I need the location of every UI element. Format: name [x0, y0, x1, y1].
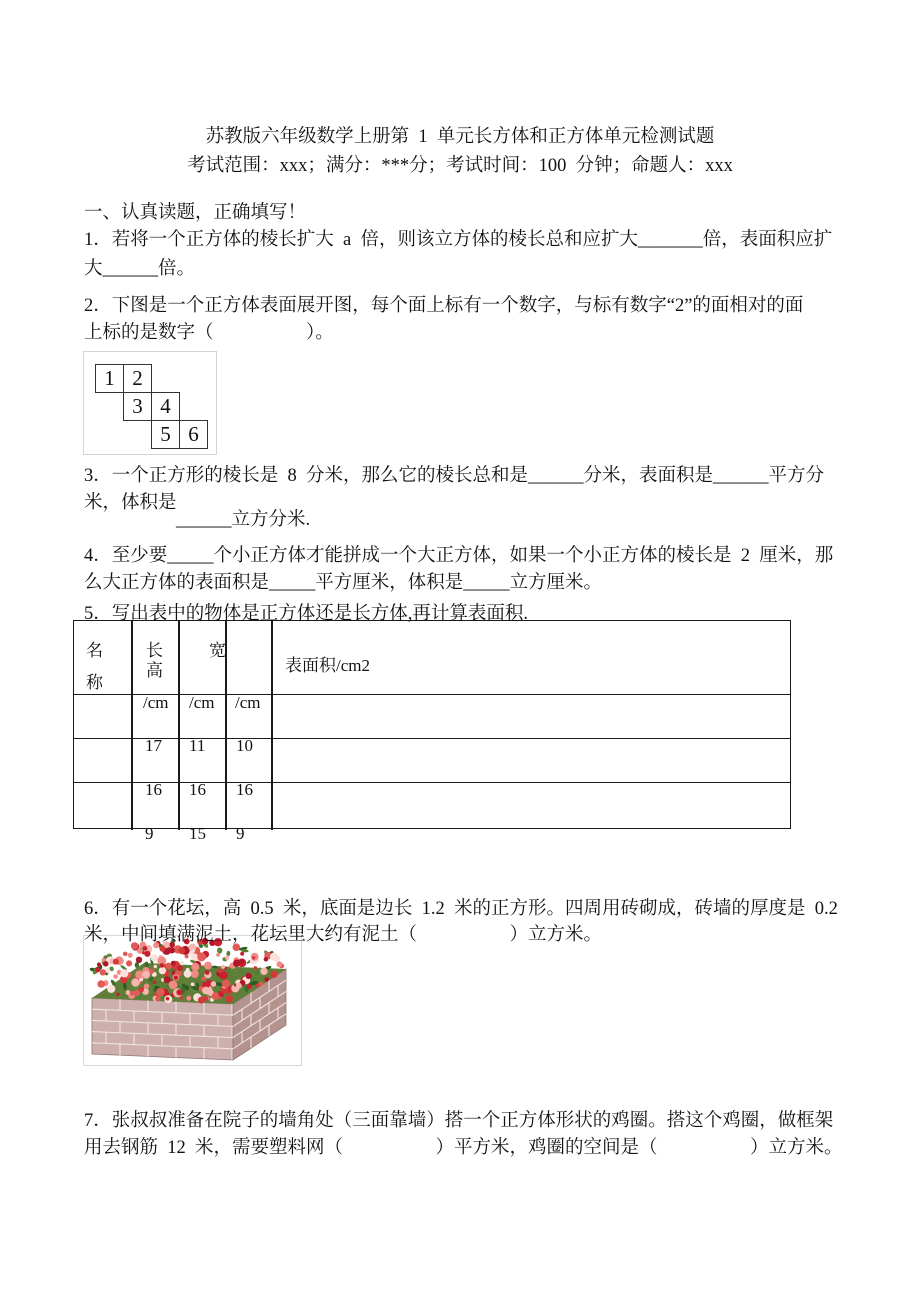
- table-cell-width: 11: [189, 736, 206, 755]
- flower-blossom: [177, 965, 183, 971]
- flower-blossom: [264, 977, 269, 982]
- flower-blossom: [236, 983, 242, 989]
- flower-blossom: [156, 988, 164, 996]
- flower-blossom: [211, 981, 217, 987]
- flower-blossom: [205, 970, 210, 975]
- flower-blossom: [247, 984, 252, 989]
- flower-blossom: [95, 967, 100, 972]
- flower-blossom: [159, 946, 165, 952]
- table-cell-length: 17: [145, 736, 162, 755]
- cube-net-figure: [83, 351, 217, 455]
- flower-blossom: [270, 953, 278, 961]
- flower-blossom: [216, 953, 220, 957]
- table-row-divider: [74, 782, 790, 783]
- flower-blossom: [260, 968, 267, 975]
- question-6-line-2: 米，中间填满泥土，花坛里大约有泥土（ ）立方米。: [84, 925, 603, 945]
- flower-blossom: [204, 962, 212, 970]
- flower-blossom: [113, 959, 119, 965]
- question-6-line-1: 6．有一个花坛，高 0.5 米，底面是边长 1.2 米的正方形。四周用砖砌成，砖墙的厚度是 0.2: [84, 899, 838, 919]
- flower-bed-illustration: [84, 936, 301, 1065]
- table-unit: /cm: [143, 693, 169, 712]
- table-cell-height: 9: [236, 824, 245, 843]
- table-header-length: 长: [146, 641, 163, 660]
- flower-blossom: [191, 963, 199, 971]
- question-2-line-2: 上标的是数字（ ）。: [84, 323, 334, 343]
- flower-blossom: [212, 992, 220, 1000]
- flower-blossom: [240, 952, 244, 956]
- exam-info: 考试范围：xxx；满分：***分；考试时间：100 分钟；命题人：xxx: [187, 156, 733, 176]
- question-3-line-2: 米，体积是: [84, 493, 177, 513]
- flower-blossom: [137, 948, 143, 954]
- flower-blossom: [225, 955, 230, 960]
- flower-blossom: [143, 946, 148, 951]
- table-cell-width: 16: [189, 780, 206, 799]
- table-header-width: 宽: [209, 641, 226, 660]
- flower-blossom: [97, 962, 101, 966]
- table-cell-height: 10: [236, 736, 253, 755]
- flower-blossom: [176, 989, 182, 995]
- flower-blossom: [256, 983, 260, 987]
- flower-blossom: [277, 961, 283, 967]
- table-header-name: 名: [86, 641, 103, 660]
- cube-net-face: 3: [123, 392, 152, 421]
- flower-blossom: [246, 973, 252, 979]
- flower-blossom: [107, 985, 115, 993]
- flower-blossom: [159, 967, 166, 974]
- flower-blossom: [134, 990, 140, 996]
- question-4-line-2: 么大正方体的表面积是_____平方厘米，体积是_____立方厘米。: [84, 573, 603, 593]
- section-heading: 一、认真读题，正确填写！: [84, 203, 307, 223]
- question-3-line-3: ______立方分米.: [176, 510, 311, 530]
- flower-blossom: [169, 947, 175, 953]
- flower-blossom: [178, 947, 185, 954]
- flower-blossom: [144, 951, 150, 957]
- flower-blossom: [171, 961, 176, 966]
- flower-bed-front-wall: [92, 998, 233, 1060]
- flower-blossom: [254, 966, 258, 970]
- question-1-line-2: 大______倍。: [84, 259, 196, 279]
- flower-blossom: [128, 953, 133, 958]
- flower-blossom: [221, 965, 225, 969]
- table-unit: /cm: [189, 693, 215, 712]
- flower-blossom: [233, 960, 240, 967]
- flower-blossom: [270, 971, 277, 978]
- exam-title: 苏教版六年级数学上册第 1 单元长方体和正方体单元检测试题: [205, 127, 715, 147]
- table-cell-height: 16: [236, 780, 253, 799]
- table-column-divider: [131, 620, 133, 830]
- flower-blossom: [222, 980, 230, 988]
- table-cell-length: 9: [145, 824, 154, 843]
- flower-blossom: [123, 952, 128, 957]
- flower-blossom: [197, 953, 206, 962]
- table-unit: /cm: [235, 693, 261, 712]
- flower-blossom: [185, 954, 189, 958]
- question-1-line-1: 1．若将一个正方体的棱长扩大 a 倍，则该立方体的棱长总和应扩大_______倍，表面积应扩: [84, 230, 833, 250]
- flower-blossom: [120, 969, 128, 977]
- flower-blossom: [116, 993, 119, 996]
- question-7-line-1: 7．张叔叔准备在院子的墙角处（三面靠墙）搭一个正方体形状的鸡圈。搭这个鸡圈，做框架: [84, 1111, 834, 1131]
- table-cell-length: 16: [145, 780, 162, 799]
- flower-blossom: [113, 974, 118, 979]
- flower-blossom: [144, 984, 149, 989]
- flower-blossom: [154, 965, 157, 968]
- cube-net-face: 6: [179, 420, 208, 449]
- flower-blossom: [218, 968, 223, 973]
- table-row-divider: [74, 694, 790, 695]
- question-7-line-2: 用去钢筋 12 米，需要塑料网（ ）平方米，鸡圈的空间是（ ）立方米。: [84, 1138, 843, 1158]
- table-header-area: 表面积/cm2: [285, 656, 370, 675]
- flower-blossom: [191, 983, 195, 987]
- leaf: [217, 947, 223, 953]
- flower-blossom: [160, 963, 165, 968]
- dimensions-table: [73, 620, 791, 829]
- flower-blossom: [240, 959, 244, 963]
- table-column-divider: [271, 620, 273, 830]
- flower-blossom: [259, 982, 263, 986]
- flower-blossom: [252, 956, 255, 959]
- cube-net-face: 2: [123, 364, 152, 393]
- question-2-line-1: 2．下图是一个正方体表面展开图，每个面上标有一个数字，与标有数字“2”的面相对的面: [84, 296, 804, 316]
- flower-blossom: [166, 997, 170, 1001]
- question-3-line-1: 3．一个正方形的棱长是 8 分米，那么它的棱长总和是______分米，表面积是______平方分: [84, 466, 825, 486]
- flower-blossom: [186, 996, 191, 1001]
- flower-blossom: [126, 960, 132, 966]
- question-4-line-1: 4．至少要_____个小正方体才能拼成一个大正方体，如果一个小正方体的棱长是 2 厘米，那: [84, 546, 834, 566]
- cube-net-face: 5: [151, 420, 180, 449]
- flower-blossom: [136, 957, 142, 963]
- flower-bed-figure: [83, 935, 302, 1066]
- cube-net-face: 1: [95, 364, 124, 393]
- flower-blossom: [264, 957, 269, 962]
- flower-blossom: [131, 978, 139, 986]
- cube-net-face: 4: [151, 392, 180, 421]
- question-5-line-1: 5．写出表中的物体是正方体还是长方体,再计算表面积.: [84, 604, 529, 624]
- flower-blossom: [204, 996, 209, 1001]
- flower-blossom: [100, 969, 106, 975]
- flower-blossom: [225, 995, 233, 1003]
- flower-blossom: [202, 987, 210, 995]
- flower-blossom: [184, 970, 192, 978]
- flower-blossom: [180, 996, 183, 999]
- flower-blossom: [151, 954, 158, 961]
- table-column-divider: [178, 620, 180, 830]
- flower-blossom: [174, 976, 178, 980]
- flower-blossom: [153, 980, 157, 984]
- table-cell-width: 15: [189, 824, 206, 843]
- flower-blossom: [142, 971, 150, 979]
- flower-blossom: [191, 970, 199, 978]
- table-row-divider: [74, 738, 790, 739]
- table-header-height: 高: [146, 661, 163, 680]
- flower-blossom: [126, 990, 131, 995]
- flower-blossom: [164, 976, 171, 983]
- flower-blossom: [103, 961, 108, 966]
- flower-blossom: [192, 950, 195, 953]
- flower-blossom: [180, 961, 184, 965]
- table-header-name: 称: [86, 673, 103, 692]
- flower-blossom: [97, 980, 105, 988]
- flower-blossom: [155, 996, 160, 1001]
